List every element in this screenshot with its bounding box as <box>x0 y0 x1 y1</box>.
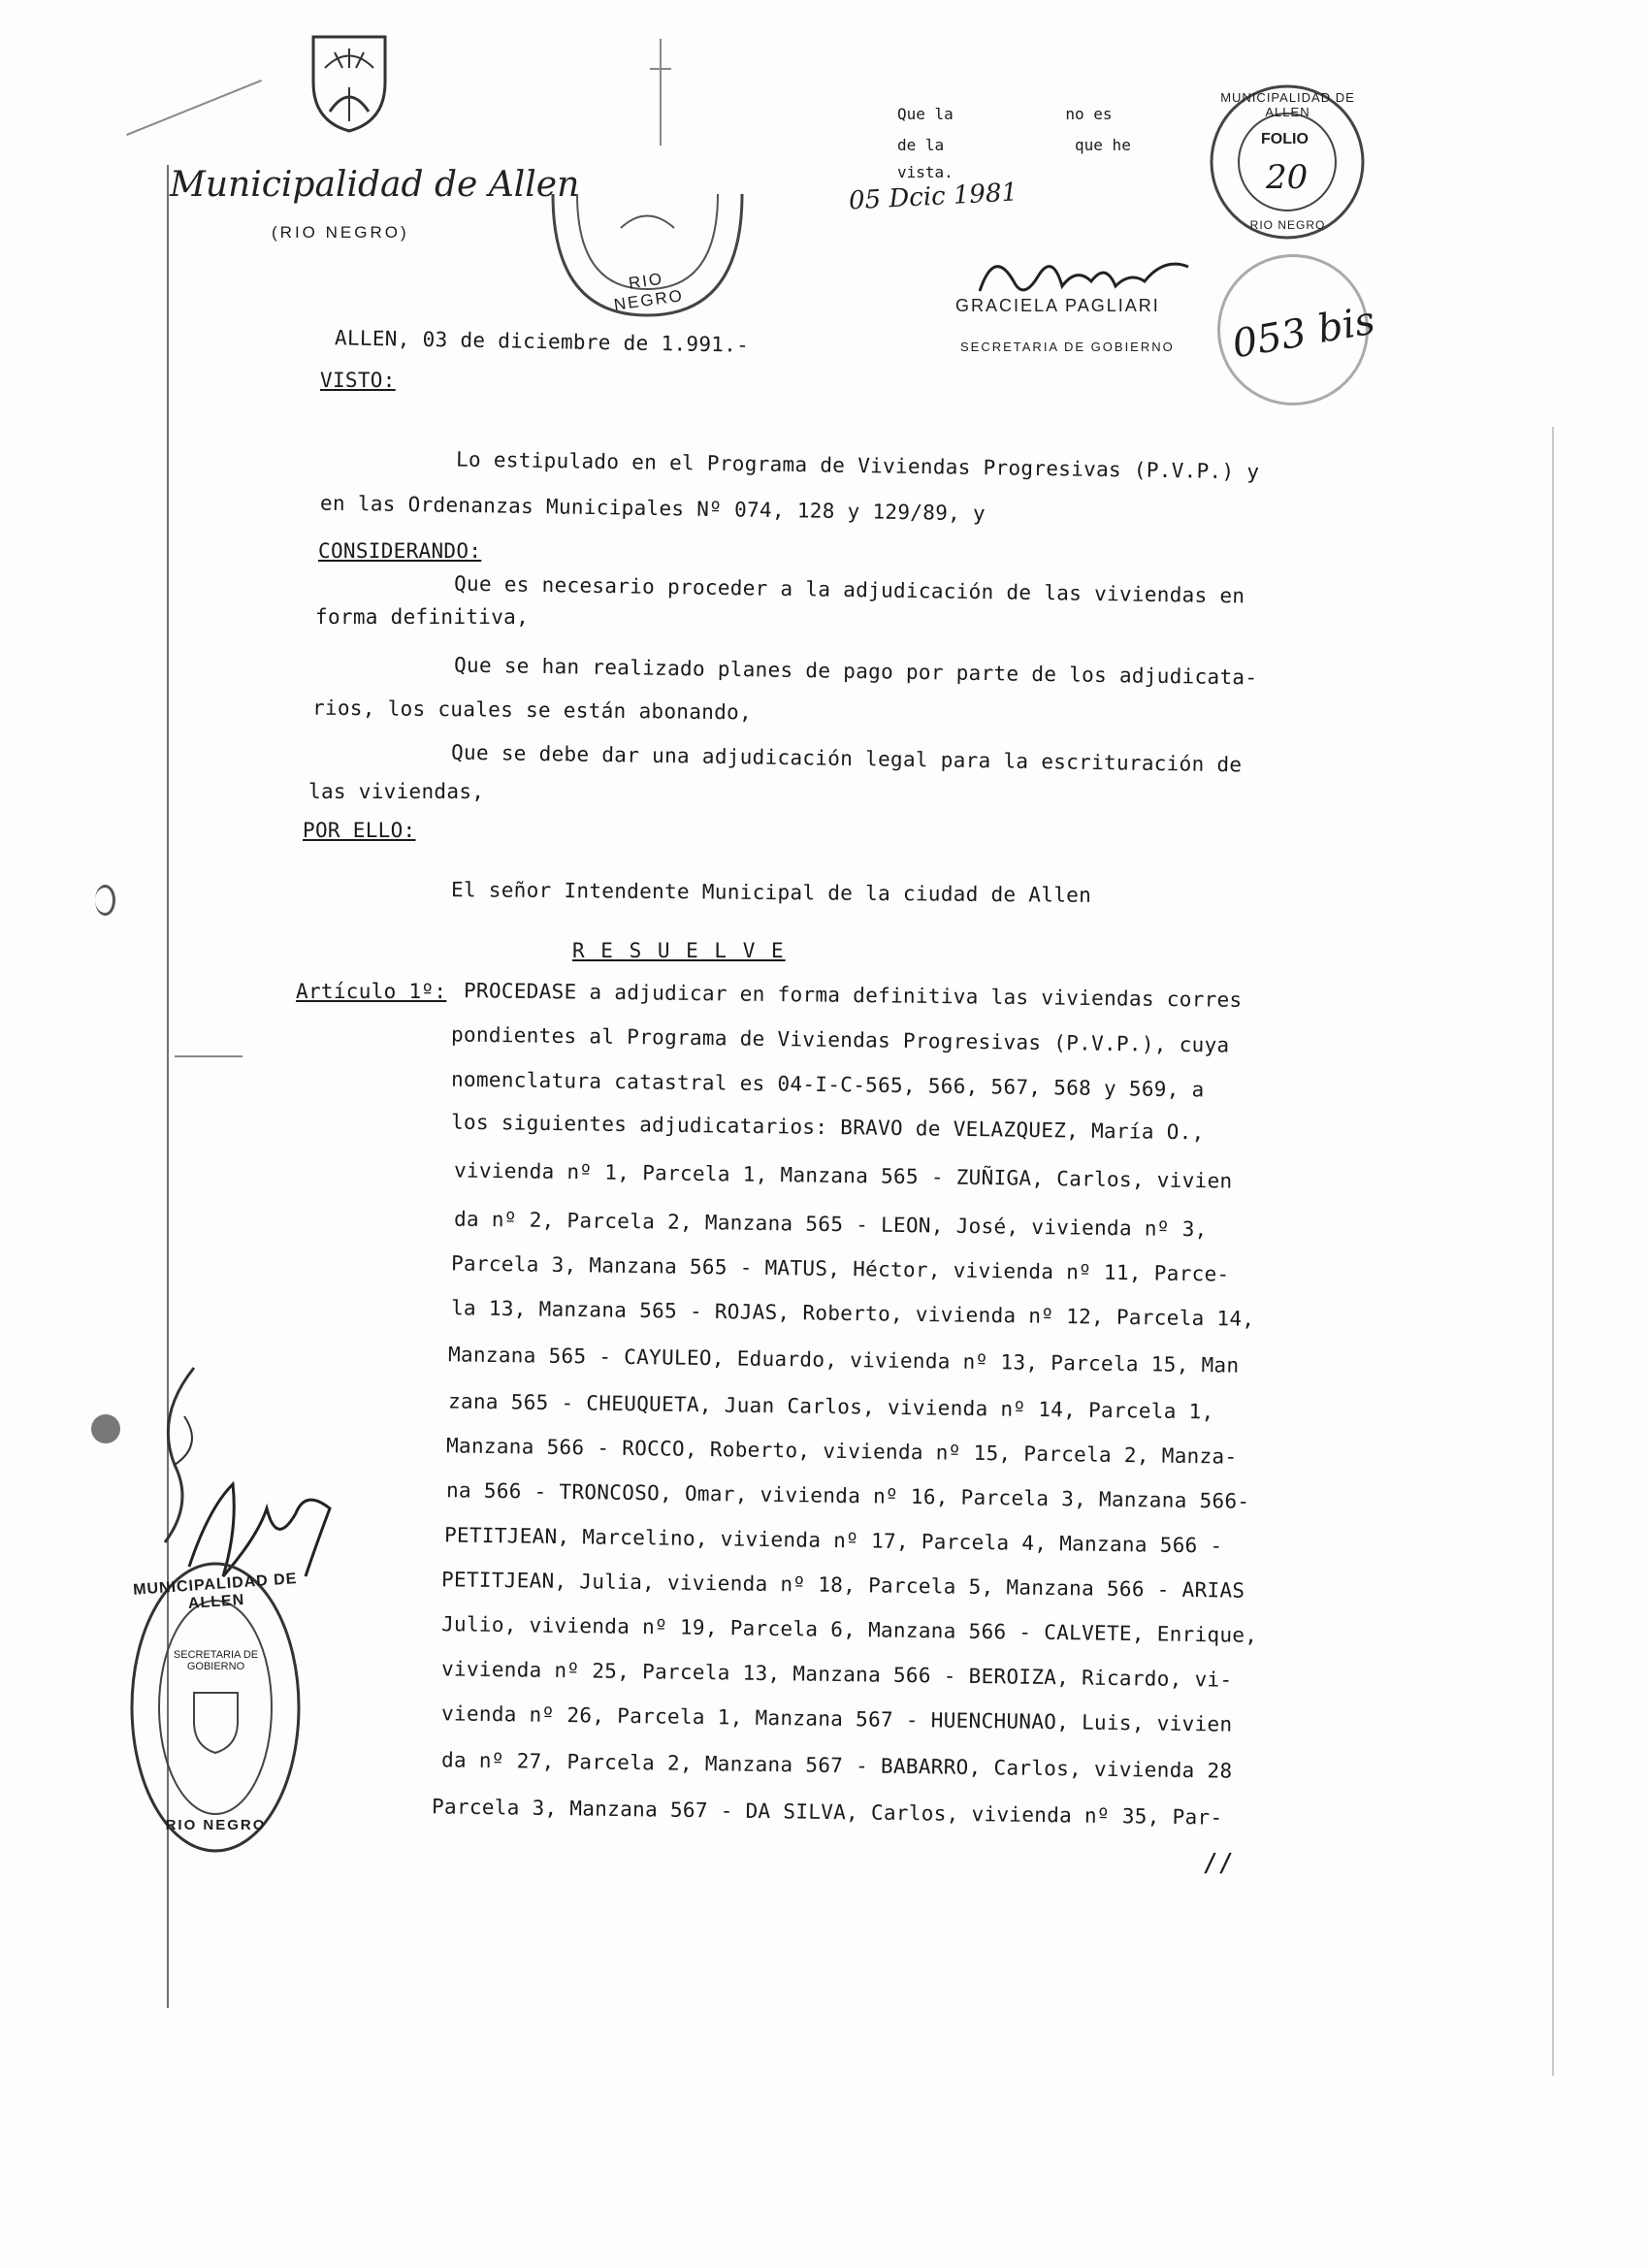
articulo-line: zana 565 - CHEUQUETA, Juan Carlos, vivienda nº 14, Parcela 1, <box>447 1389 1214 1424</box>
visto-line: Lo estipulado en el Programa de Viviendas Progresivas (P.V.P.) y <box>455 447 1260 484</box>
articulo-line: na 566 - TRONCOSO, Omar, vivienda nº 16, Parcela 3, Manzana 566- <box>445 1478 1250 1513</box>
considerando-line: Que se debe dar una adjudicación legal para la escrituración de <box>450 740 1243 777</box>
certification-line-1: Que la no es <box>897 105 1113 123</box>
municipal-seal <box>126 1557 306 1858</box>
articulo-line: PETITJEAN, Julia, vivienda nº 18, Parcela 5, Manzana 566 - ARIAS <box>440 1568 1245 1603</box>
considerando-line: Que es necesario proceder a la adjudicación de las viviendas en <box>453 571 1245 608</box>
articulo-line: Manzana 566 - ROCCO, Roberto, vivienda nº 15, Parcela 2, Manza- <box>445 1434 1238 1469</box>
articulo-line: vienda nº 26, Parcela 1, Manzana 567 - HUENCHUNAO, Luis, vivien <box>440 1701 1233 1736</box>
continuation-mark: // <box>1203 1849 1234 1878</box>
folio-label: FOLIO <box>1261 131 1309 147</box>
considerando-line: Que se han realizado planes de pago por parte de los adjudicata- <box>453 653 1258 690</box>
articulo-line: Parcela 3, Manzana 567 - DA SILVA, Carlos, vivienda nº 35, Par- <box>431 1795 1223 1830</box>
seal-ring-text: MUNICIPALIDAD DE ALLEN <box>132 1571 298 1612</box>
articulo-line: los siguientes adjudicatarios: BRAVO de VELAZQUEZ, María O., <box>450 1110 1205 1145</box>
punch-hole-icon <box>95 885 115 916</box>
scan-mark <box>175 1055 242 1057</box>
considerando-label: CONSIDERANDO: <box>318 539 482 563</box>
folio-number: 20 <box>1266 158 1309 197</box>
dateline: ALLEN, 03 de diciembre de 1.991.- <box>334 326 750 357</box>
official-role: SECRETARIA DE GOBIERNO <box>960 340 1175 354</box>
seal-bottom-text: RIO NEGRO <box>165 1817 267 1833</box>
official-name: GRACIELA PAGLIARI <box>955 296 1160 315</box>
seal-inner-text: SECRETARIA DE GOBIERNO <box>173 1649 259 1672</box>
articulo-line: Parcela 3, Manzana 565 - MATUS, Héctor, vivienda nº 11, Parce- <box>450 1251 1230 1286</box>
considerando-line: las viviendas, <box>308 780 485 803</box>
articulo-line: PROCEDASE a adjudicar en forma definitiva las viviendas corres <box>463 979 1243 1012</box>
articulo-line: la 13, Manzana 565 - ROJAS, Roberto, vivienda nº 12, Parcela 14, <box>450 1296 1255 1331</box>
intendente-line: El señor Intendente Municipal de la ciudad de Allen <box>450 878 1092 907</box>
certification-date: 05 Dcic 1981 <box>848 178 1018 216</box>
scan-edge <box>1552 427 1554 2076</box>
por-ello-label: POR ELLO: <box>303 819 416 842</box>
articulo-line: Manzana 565 - CAYULEO, Eduardo, vivienda nº 13, Parcela 15, Man <box>447 1343 1240 1377</box>
resuelve-heading: R E S U E L V E <box>572 939 786 962</box>
letterhead-province: (RIO NEGRO) <box>272 223 409 242</box>
letterhead-title: Municipalidad de Allen <box>170 165 580 205</box>
punch-hole-icon <box>91 1414 120 1443</box>
handwritten-folio: 053 bis <box>1229 298 1378 368</box>
visto-label: VISTO: <box>320 369 396 392</box>
folio-bottom-text: RIO NEGRO <box>1249 218 1326 232</box>
visto-line: en las Ordenanzas Municipales Nº 074, 128 y 129/89, y <box>319 491 986 526</box>
considerando-line: forma definitiva, <box>315 605 530 629</box>
articulo-line: pondientes al Programa de Viviendas Progresivas (P.V.P.), cuya <box>450 1022 1230 1057</box>
articulo-line: da nº 27, Parcela 2, Manzana 567 - BABARRO, Carlos, vivienda 28 <box>440 1748 1233 1783</box>
articulo-line: vivienda nº 1, Parcela 1, Manzana 565 - ZUÑIGA, Carlos, vivien <box>453 1158 1233 1193</box>
articulo-label: Artículo 1º: <box>296 980 447 1003</box>
articulo-line: da nº 2, Parcela 2, Manzana 565 - LEON, José, vivienda nº 3, <box>453 1207 1208 1242</box>
top-seal-text: RIO NEGRO <box>612 269 685 314</box>
considerando-line: rios, los cuales se están abonando, <box>311 696 753 725</box>
articulo-line: PETITJEAN, Marcelino, vivienda nº 17, Parcela 4, Manzana 566 - <box>443 1523 1223 1558</box>
folio-ring-text: MUNICIPALIDAD DE ALLEN <box>1220 90 1355 119</box>
articulo-line: vivienda nº 25, Parcela 13, Manzana 566 - BEROIZA, Ricardo, vi- <box>440 1657 1233 1692</box>
certification-line-3: vista. <box>897 163 954 181</box>
articulo-line: Julio, vivienda nº 19, Parcela 6, Manzana 566 - CALVETE, Enrique, <box>440 1612 1258 1647</box>
certification-line-2: de la que he <box>897 136 1131 154</box>
articulo-line: nomenclatura catastral es 04-I-C-565, 566, 567, 568 y 569, a <box>450 1067 1205 1102</box>
